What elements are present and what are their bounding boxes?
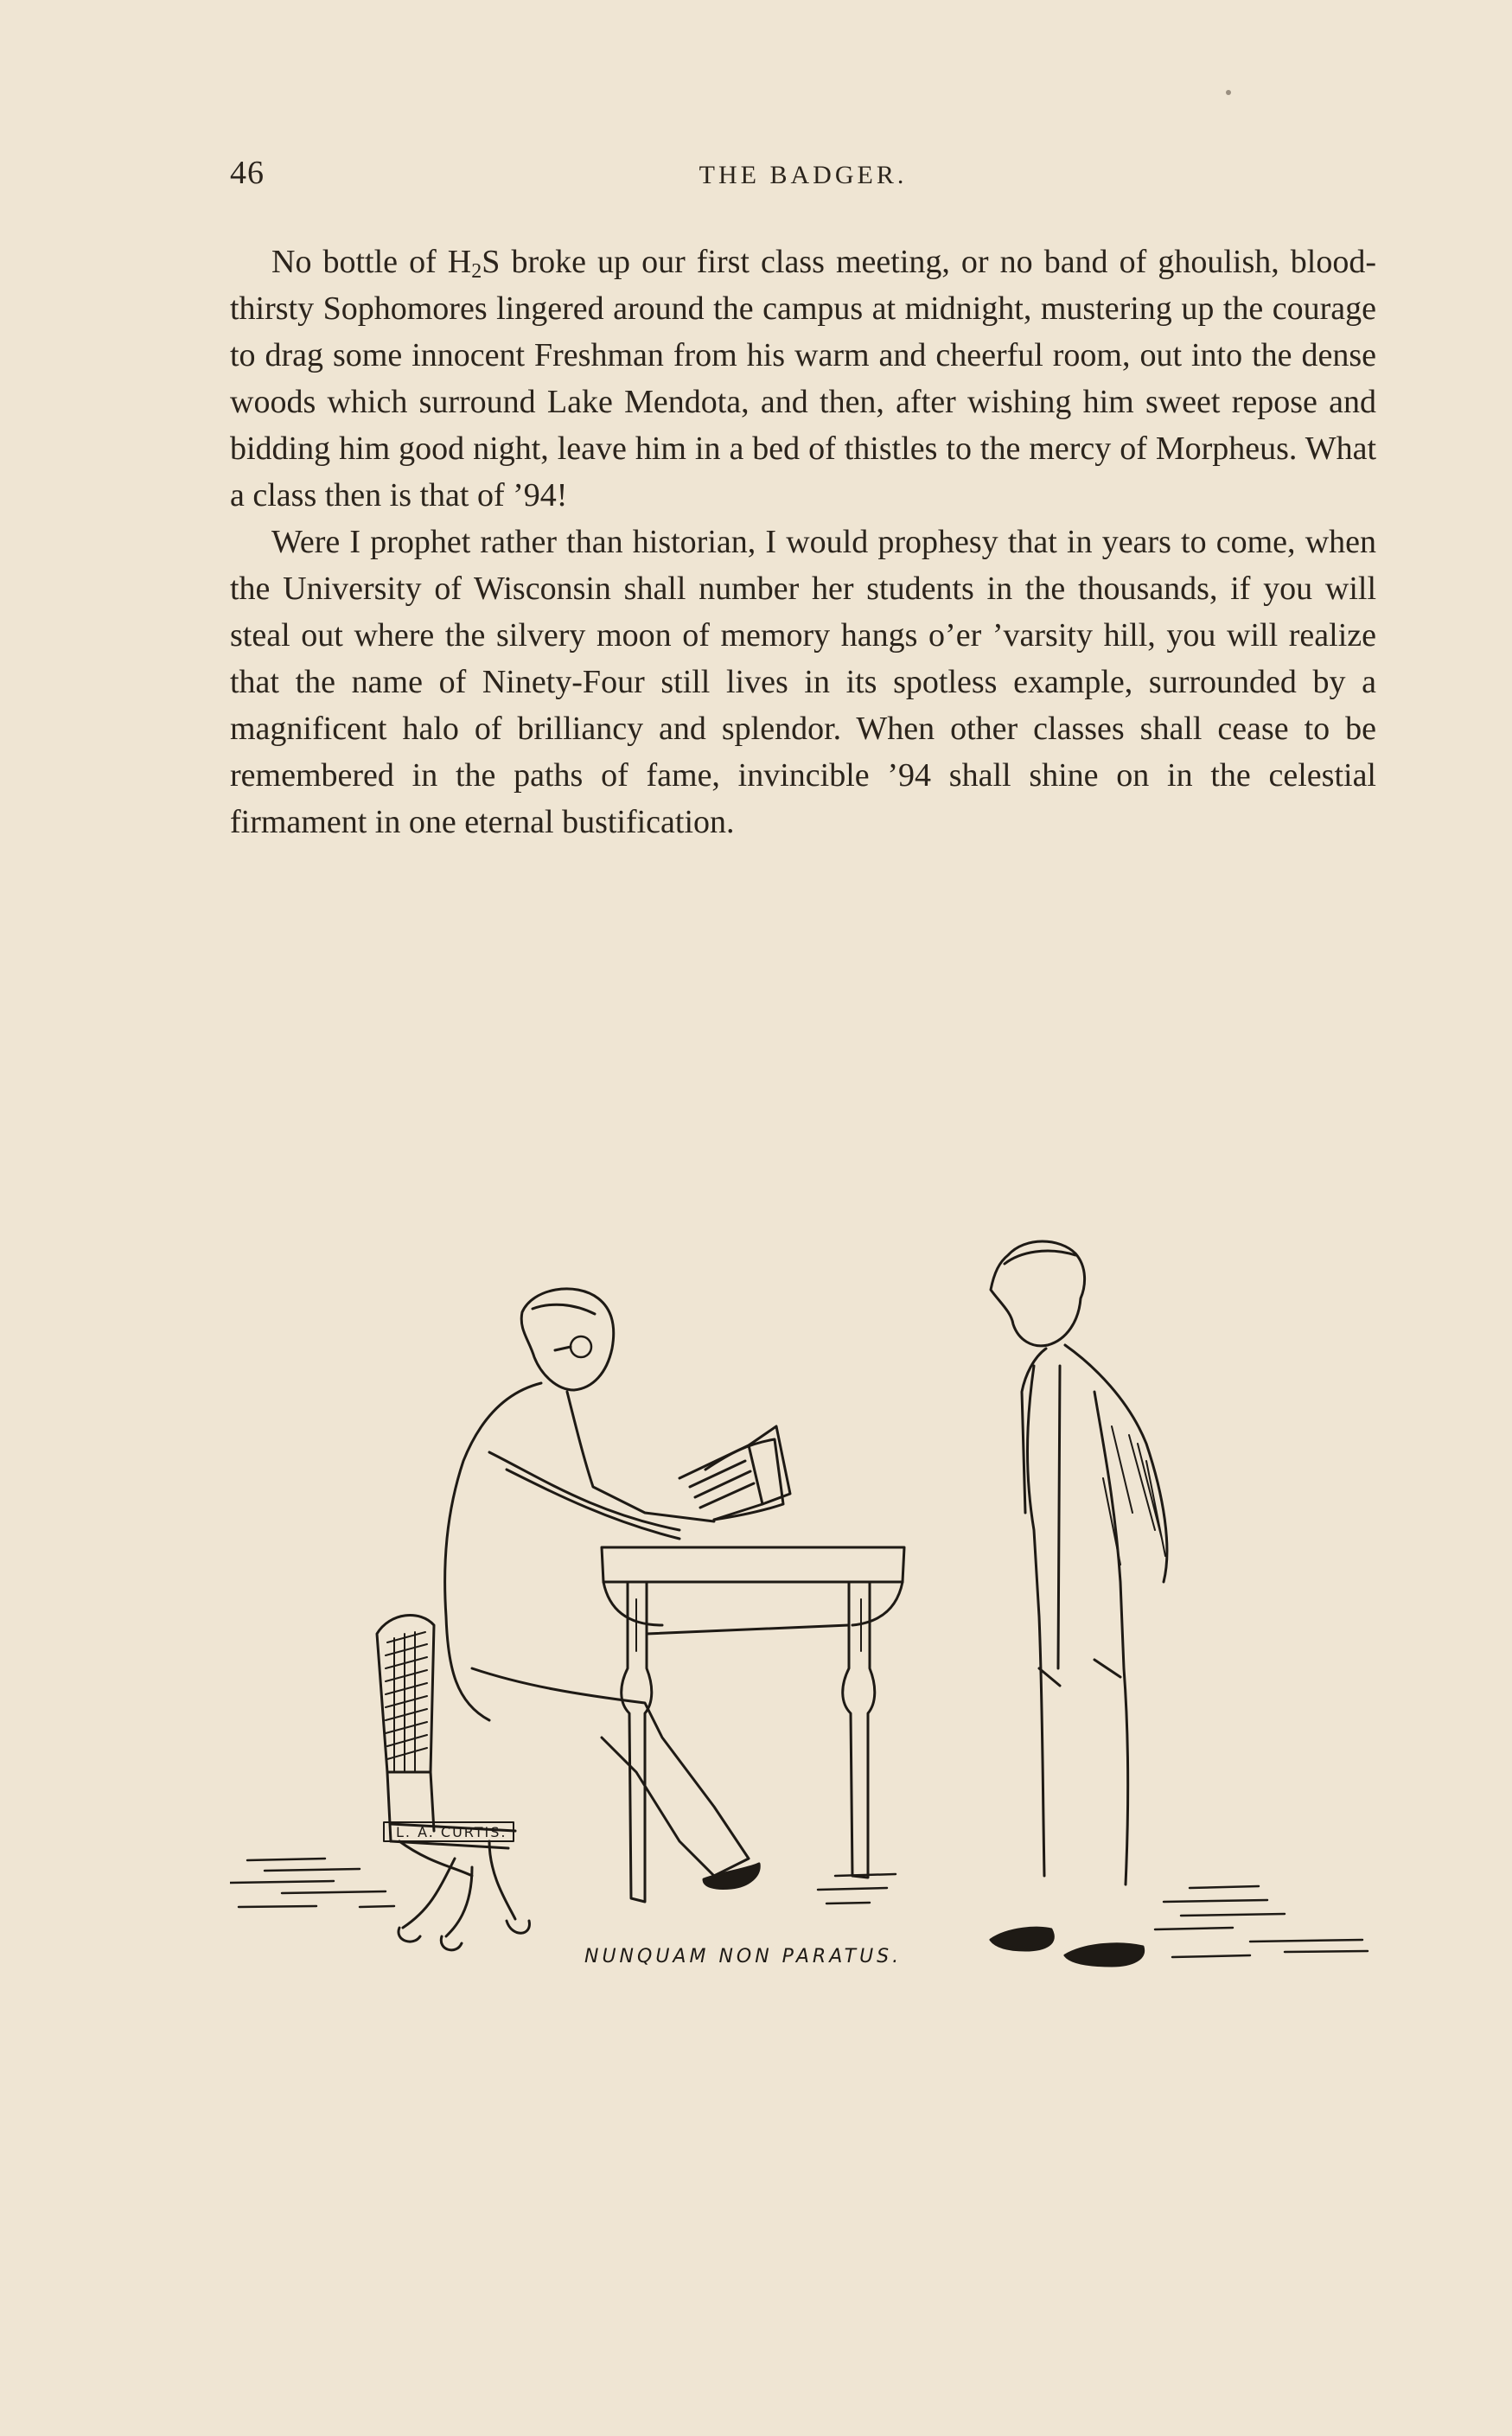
desk [602,1547,904,1902]
paragraph-1-start: No bottle of H [271,244,472,280]
page-header [230,154,1376,206]
body-text [230,239,1376,845]
floor-lines [230,1859,1368,1957]
artist-signature: L. A. CURTIS. [396,1824,507,1840]
seated-professor [445,1289,783,1889]
cartoon-motto: NUNQUAM NON PARATUS. [584,1946,903,1967]
subscript-2: 2 [471,260,482,283]
paragraph-1 [230,239,1376,519]
signature-plate [384,1822,514,1841]
running-head: THE BADGER. [699,161,908,189]
paragraph-2: Were I prophet rather than historian, I would prophesy that in years to come, when the University of Wisconsin shall number her students in the thousands, if you will steal out where the silvery moon of memory hangs o’er ’varsity hill, you will realize that the name of Ninety-Four still lives in its spotless example, surrounded by a magnificent halo of brilliancy and splendor. When other classes shall cease to be remembered in the paths of fame, invincible ’94 shall shine on in the celestial firmament in one eternal bustification. [230,524,1376,840]
chair-back-hatching [386,1632,427,1772]
paragraph-1-rest: S broke up our first class meeting, or no band of ghoulish, blood-thirsty Sophomores lingered around the campus at midnight, mustering up the courage to drag some innocent Freshman from his warm and cheerful room, out into the dense woods which surround Lake Mendota, and then, after wishing him sweet repose and bidding him good night, leave him in a bed of thistles to the mercy of Morpheus. What a class then is that of ’94! [230,244,1376,513]
illustration [230,1219,1376,1997]
armchair [377,1616,529,1950]
standing-student [991,1241,1167,1966]
page-number: 46 [230,155,265,191]
paper-speck [1226,90,1231,95]
cartoon-drawing [230,1219,1376,1997]
